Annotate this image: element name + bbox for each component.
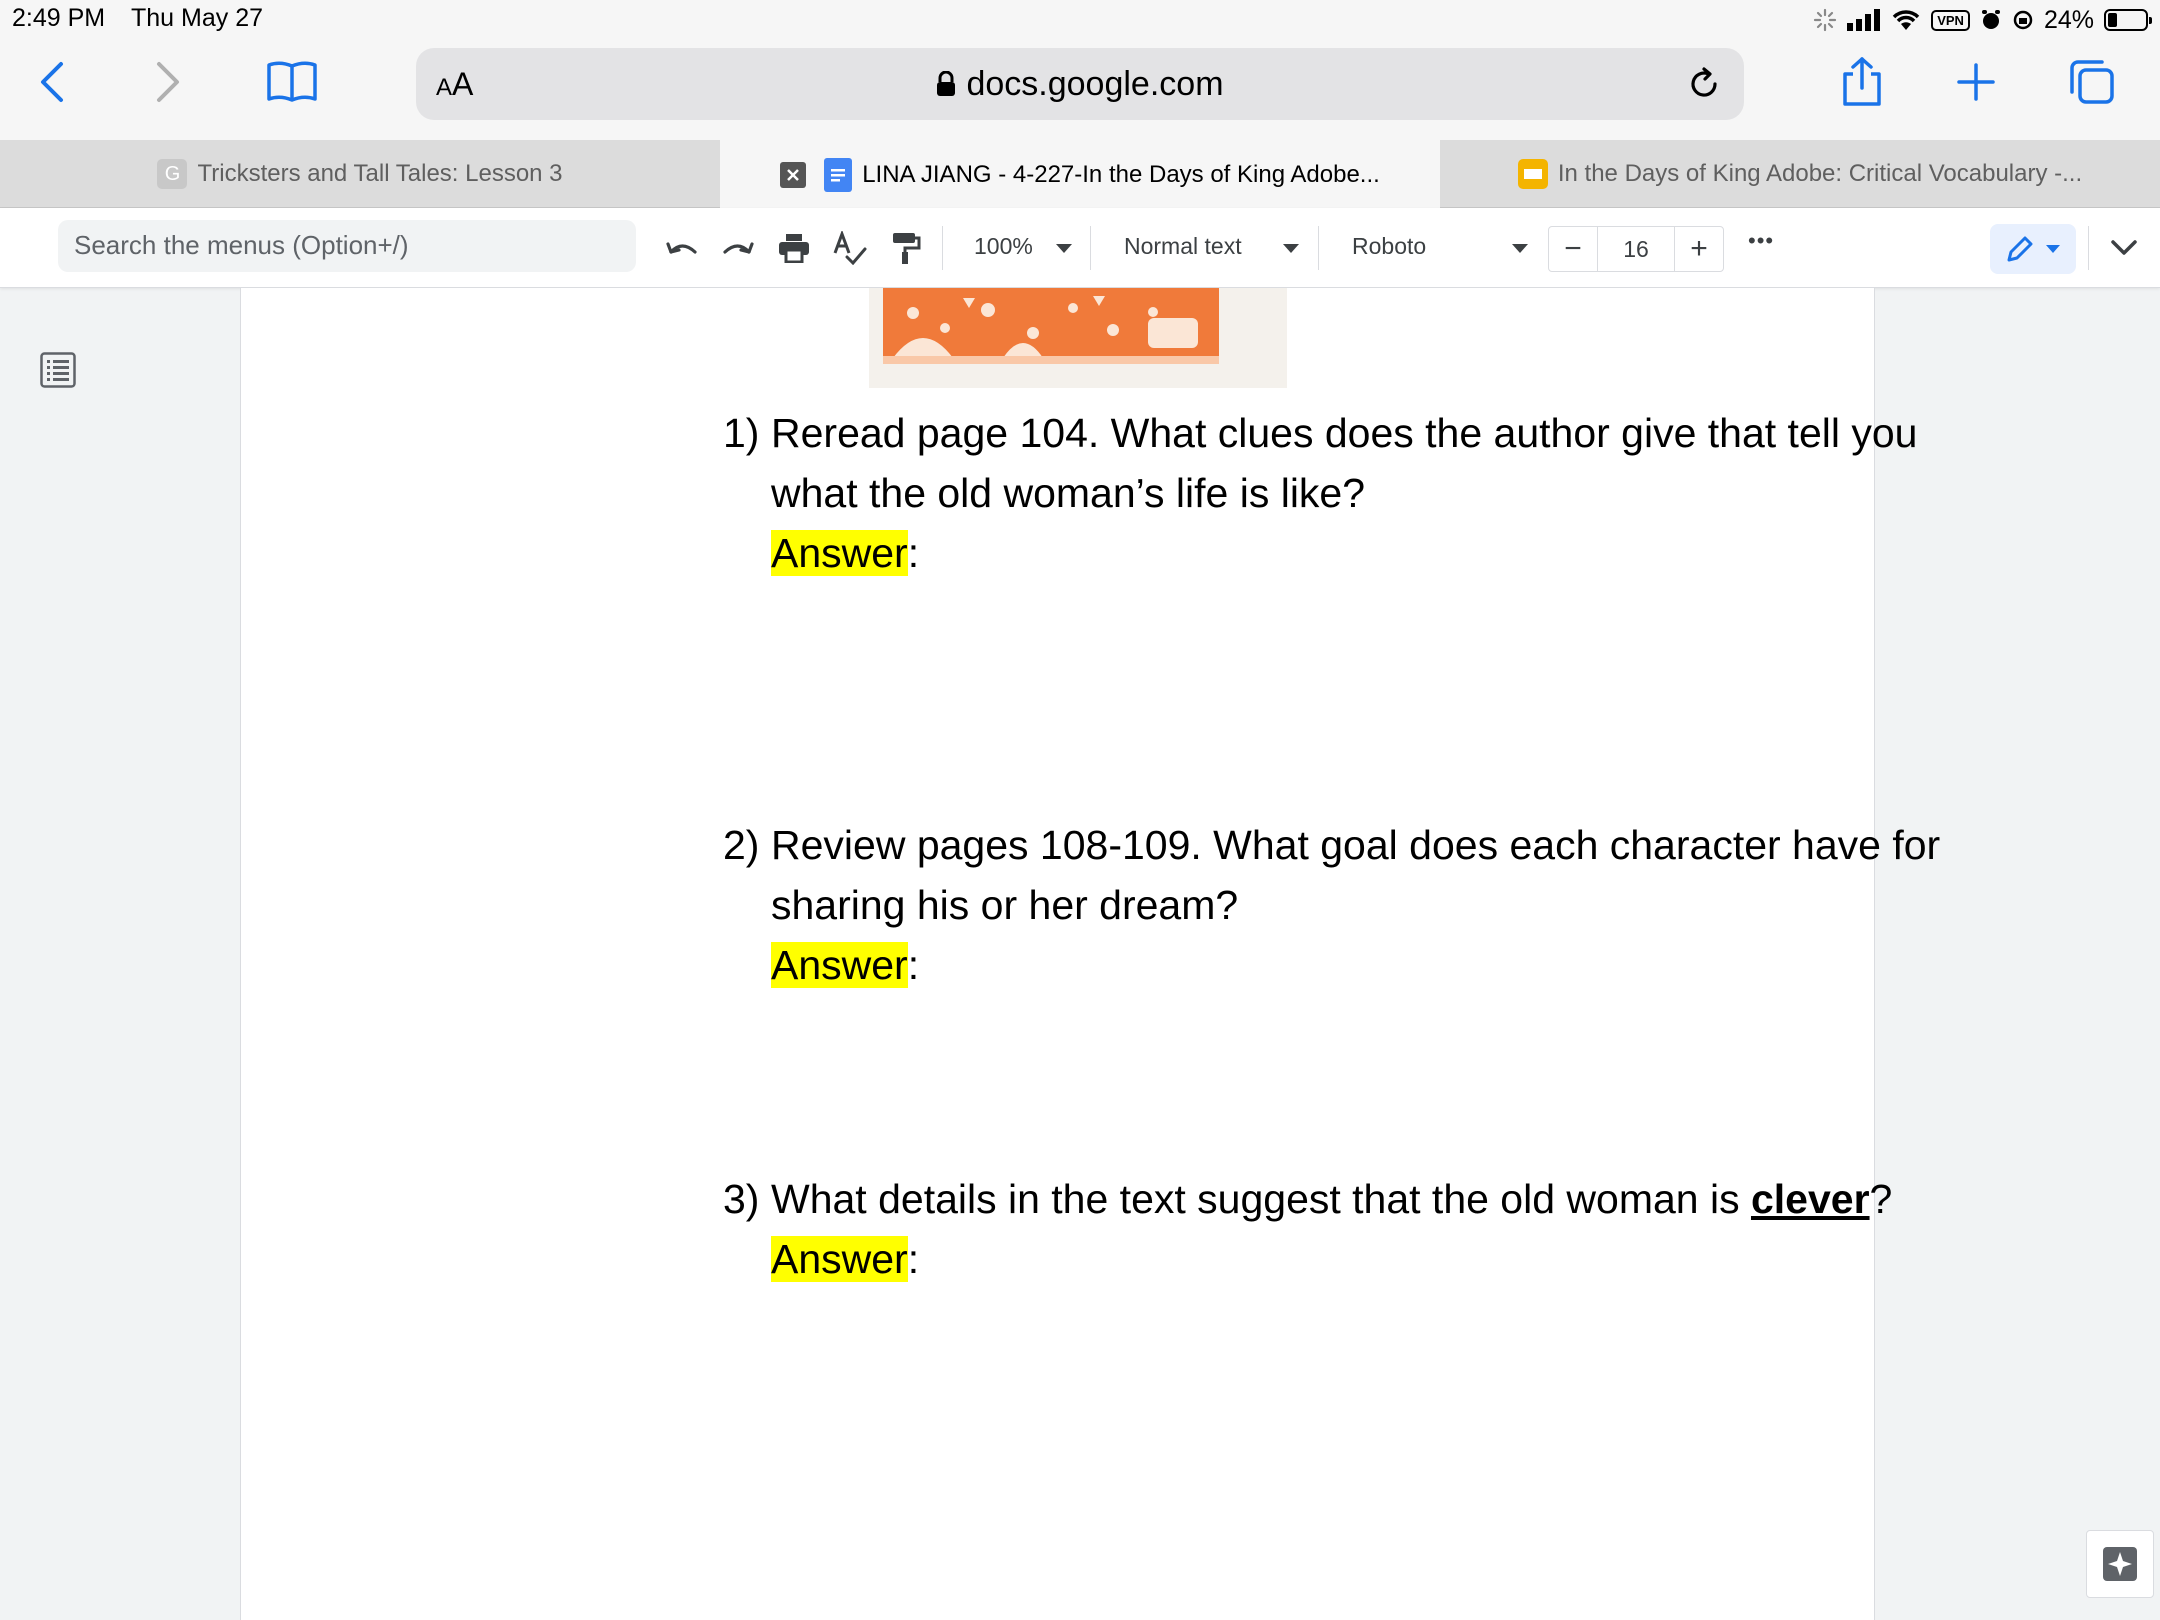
answer-label: Answer [771,530,908,576]
style-caret-icon[interactable] [1283,244,1299,253]
google-docs-favicon-icon [824,158,852,192]
document-page[interactable] [240,288,1941,1620]
status-indicators [1813,5,2148,35]
question-text: Reread page 104. What clues does the author give that tell you what the old woman’s life is like? [771,410,1918,516]
illustration-art [883,288,1219,364]
answer-line[interactable]: Answer: [771,530,920,576]
zoom-caret-icon[interactable] [1056,244,1072,253]
pencil-icon [2005,234,2035,264]
address-bar[interactable] [416,48,1744,120]
status-bar [0,0,2160,40]
paint-format-button[interactable] [886,228,926,268]
chevron-left-icon [37,60,67,104]
url-host[interactable]: docs.google.com [416,65,1744,104]
font-caret-icon[interactable] [1512,244,1528,253]
question-1 [723,403,1943,583]
question-number: 1) [723,410,760,456]
caret-down-icon [2045,244,2061,254]
google-slides-favicon-icon [1518,159,1548,189]
font-size-stepper [1548,226,1724,272]
tab-title: In the Days of King Adobe: Critical Vocabulary -... [1557,160,2083,187]
undo-button[interactable] [662,228,702,268]
tabs-overview-icon [2068,58,2116,106]
tab-tricksters-lesson[interactable] [0,140,720,208]
decrease-font-size-button[interactable]: − [1564,232,1582,265]
printer-icon [778,233,810,263]
answer-label: Answer [771,942,908,988]
share-icon [1840,56,1884,108]
explore-button[interactable] [2086,1530,2154,1598]
book-icon [266,61,318,103]
question-3 [723,1169,1983,1289]
font-size-input[interactable]: 16 [1597,227,1675,271]
reload-button[interactable] [1684,64,1724,104]
paint-format-icon [891,231,921,265]
battery-percentage: 24% [2043,5,2094,34]
undo-icon [665,236,699,260]
toolbar-divider [1318,226,1319,270]
alarm-icon [1980,9,2002,31]
vpn-badge: VPN [1931,10,1970,31]
illustration-image [869,288,1287,388]
emphasized-word: clever [1750,1176,1870,1222]
close-tab-icon[interactable] [780,162,806,188]
browser-toolbar [0,40,2160,140]
new-tab-button[interactable] [1946,52,2006,112]
zoom-select[interactable]: 100% [974,233,1033,259]
font-family-select[interactable]: Roboto [1352,233,1427,259]
explore-sparkle-icon [2102,1546,2138,1582]
spellcheck-icon [833,231,867,265]
question-text: What details in the text suggest that the old woman is clever? [771,1176,1893,1222]
battery-icon [2104,9,2148,31]
bookmarks-button[interactable] [262,52,322,112]
answer-line[interactable]: Answer: [771,1236,920,1282]
more-options-button[interactable]: ••• [1748,228,1775,253]
question-number: 3) [723,1176,760,1222]
redo-button[interactable] [718,228,758,268]
share-button[interactable] [1832,52,1892,112]
editing-mode-button[interactable] [1990,224,2076,274]
search-menus-input[interactable]: Search the menus (Option+/) [58,220,636,272]
increase-font-size-button[interactable]: + [1690,232,1708,265]
cellular-signal-icon [1847,9,1881,31]
plus-icon [1956,62,1996,102]
forward-button[interactable] [138,52,198,112]
question-2 [723,815,1943,995]
outline-list-icon [40,352,76,388]
tab-title: Tricksters and Tall Tales: Lesson 3 [197,160,563,187]
answer-line[interactable]: Answer: [771,942,920,988]
spellcheck-button[interactable] [830,228,870,268]
reload-icon [1684,64,1724,104]
activity-spinner-icon [1813,8,1837,32]
answer-label: Answer [771,1236,908,1282]
status-time: 2:49 PM [12,4,106,32]
tab-critical-vocabulary[interactable] [1440,140,2160,208]
document-outline-button[interactable] [40,352,76,388]
orientation-lock-icon [2012,9,2034,31]
reader-options-button[interactable]: AA [436,66,474,102]
toolbar-divider [942,226,943,270]
collapse-toolbar-button[interactable] [2104,228,2144,268]
tab-lina-jiang-doc[interactable] [720,140,1440,209]
tab-title: LINA JIANG - 4-227-In the Days of King Adobe... [862,160,1380,188]
chevron-right-icon [153,60,183,104]
toolbar-divider [2088,226,2089,270]
wifi-icon [1891,9,1921,31]
tab-bar [0,140,2160,208]
paragraph-style-select[interactable]: Normal text [1124,233,1242,259]
redo-icon [721,236,755,260]
toolbar-divider [1090,226,1091,270]
lock-icon [936,71,956,97]
back-button[interactable] [22,52,82,112]
question-number: 2) [723,822,760,868]
status-date: Thu May 27 [131,4,264,32]
chevron-down-icon [2110,239,2138,257]
docs-toolbar [0,208,2160,288]
google-favicon-icon: G [157,159,187,189]
tab-overview-button[interactable] [2062,52,2122,112]
question-text: Review pages 108-109. What goal does each character have for sharing his or her dream? [771,822,1941,928]
print-button[interactable] [774,228,814,268]
